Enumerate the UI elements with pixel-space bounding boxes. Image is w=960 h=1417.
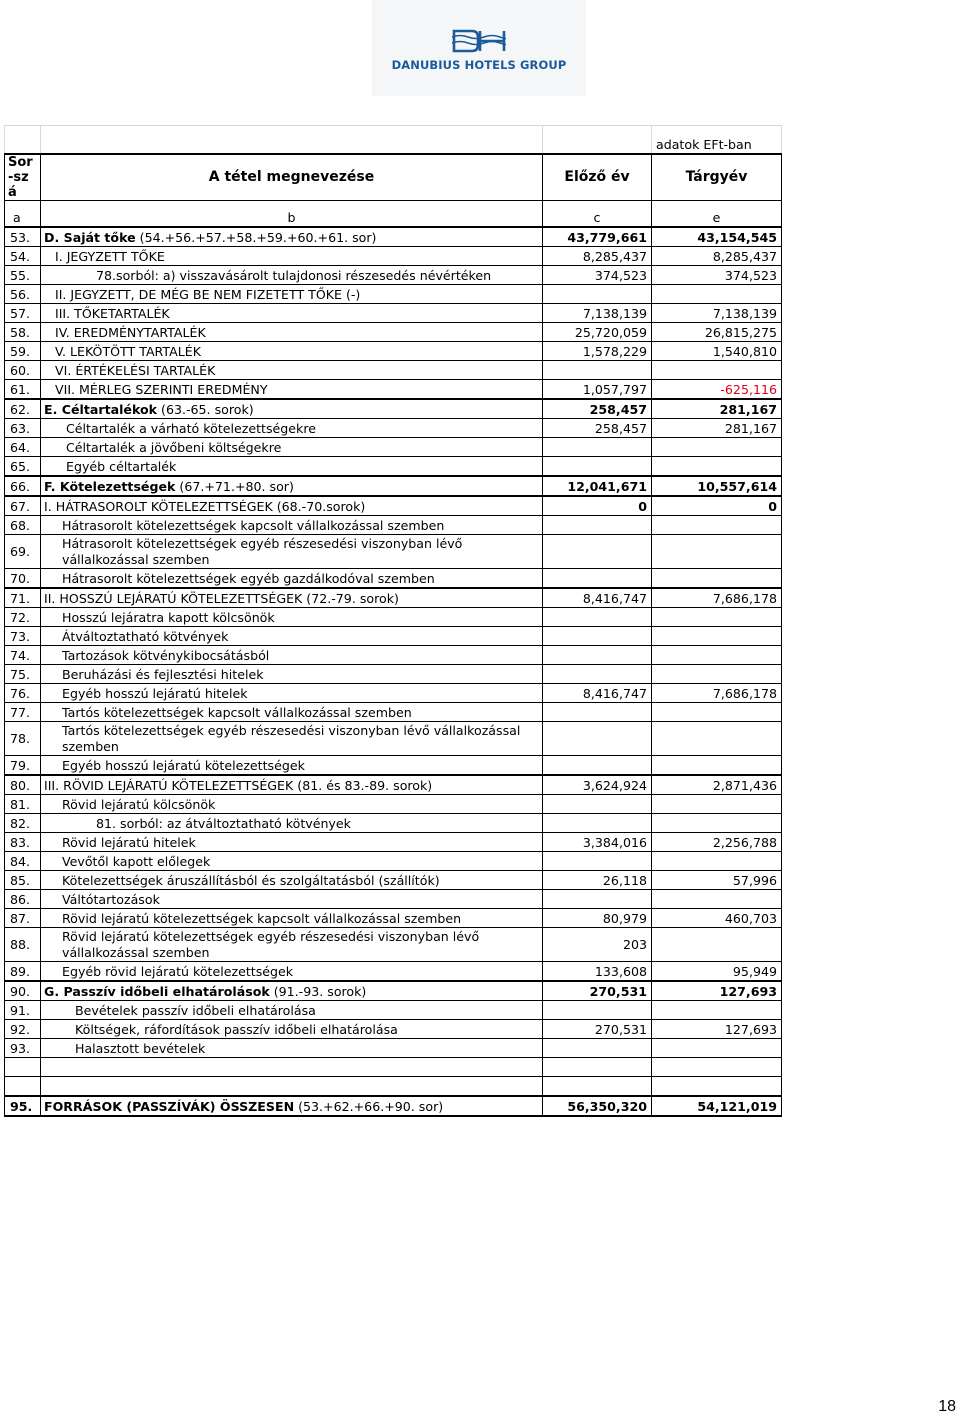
prev-year-value: 1,578,229 <box>543 342 652 361</box>
row-label: I. HÁTRASOROLT KÖTELEZETTSÉGEK (68.-70.sorok) <box>41 496 543 516</box>
table-row <box>5 323 782 342</box>
column-letter-a: a <box>5 201 41 228</box>
prev-year-value <box>543 703 652 722</box>
current-year-value <box>652 457 782 477</box>
row-label-rest: (91.-93. sorok) <box>269 983 367 999</box>
current-year-value: 26,815,275 <box>652 323 782 342</box>
column-letter-row <box>5 201 782 228</box>
row-label: Rövid lejáratú kötelezettségek egyéb részesedési viszonyban lévő vállalkozással szemben <box>41 928 543 962</box>
row-label-bold: E. Céltartalékok <box>44 401 158 417</box>
row-label <box>41 476 543 496</box>
table-row <box>5 627 782 646</box>
blank-cell <box>543 1077 652 1097</box>
row-number: 58. <box>5 323 41 342</box>
blank-cell <box>41 1077 543 1097</box>
current-year-value <box>652 646 782 665</box>
prev-year-value <box>543 569 652 589</box>
row-number: 59. <box>5 342 41 361</box>
row-label: Költségek, ráfordítások passzív időbeli elhatárolása <box>41 1020 543 1039</box>
row-label: Hosszú lejáratra kapott kölcsönök <box>41 608 543 627</box>
row-number: 75. <box>5 665 41 684</box>
prev-year-value <box>543 722 652 756</box>
row-label <box>41 981 543 1001</box>
prev-year-value <box>543 438 652 457</box>
prev-year-value <box>543 756 652 776</box>
prev-year-value: 25,720,059 <box>543 323 652 342</box>
current-year-value <box>652 438 782 457</box>
current-year-value: 7,686,178 <box>652 588 782 608</box>
balance-sheet-table <box>4 125 782 1117</box>
prev-year-value: 258,457 <box>543 399 652 419</box>
prev-year-value <box>543 535 652 569</box>
row-number: 60. <box>5 361 41 380</box>
row-number: 93. <box>5 1039 41 1058</box>
row-number: 92. <box>5 1020 41 1039</box>
row-label: Egyéb hosszú lejáratú kötelezettségek <box>41 756 543 776</box>
current-year-value <box>652 285 782 304</box>
row-label: Egyéb hosszú lejáratú hitelek <box>41 684 543 703</box>
table-row <box>5 665 782 684</box>
row-number: 63. <box>5 419 41 438</box>
current-year-value: 460,703 <box>652 909 782 928</box>
prev-year-value <box>543 1039 652 1058</box>
table-row <box>5 588 782 608</box>
row-label: Kötelezettségek áruszállításból és szolgáltatásból (szállítók) <box>41 871 543 890</box>
row-label: II. HOSSZÚ LEJÁRATÚ KÖTELEZETTSÉGEK (72.-79. sorok) <box>41 588 543 608</box>
row-number: 71. <box>5 588 41 608</box>
table-row <box>5 775 782 795</box>
total-row <box>5 1096 782 1116</box>
row-number: 69. <box>5 535 41 569</box>
row-number: 67. <box>5 496 41 516</box>
row-label: Rövid lejáratú kötelezettségek kapcsolt vállalkozással szemben <box>41 909 543 928</box>
current-year-value <box>652 1039 782 1058</box>
row-number: 55. <box>5 266 41 285</box>
current-year-value: 7,686,178 <box>652 684 782 703</box>
total-label-bold: FORRÁSOK (PASSZÍVÁK) ÖSSZESEN <box>44 1098 295 1114</box>
row-number: 77. <box>5 703 41 722</box>
table-row <box>5 814 782 833</box>
danubius-dh-logo-icon <box>452 28 506 54</box>
column-letter-b: b <box>41 201 543 228</box>
row-number: 81. <box>5 795 41 814</box>
row-number: 62. <box>5 399 41 419</box>
table-row <box>5 981 782 1001</box>
page-number: 18 <box>938 1398 956 1415</box>
row-number: 66. <box>5 476 41 496</box>
table-row <box>5 457 782 477</box>
prev-year-value: 0 <box>543 496 652 516</box>
prev-year-value <box>543 457 652 477</box>
row-number: 74. <box>5 646 41 665</box>
row-label-bold: F. Kötelezettségek <box>44 478 176 494</box>
prev-year-value <box>543 795 652 814</box>
current-year-value <box>652 569 782 589</box>
current-year-value <box>652 890 782 909</box>
current-year-value: 57,996 <box>652 871 782 890</box>
prev-year-value <box>543 608 652 627</box>
table-row <box>5 928 782 962</box>
current-year-value: 0 <box>652 496 782 516</box>
row-label: I. JEGYZETT TŐKE <box>41 247 543 266</box>
table-row <box>5 419 782 438</box>
prev-year-value: 133,608 <box>543 962 652 982</box>
current-year-value: 127,693 <box>652 981 782 1001</box>
row-number: 54. <box>5 247 41 266</box>
table-row <box>5 1020 782 1039</box>
row-number: 90. <box>5 981 41 1001</box>
row-label-rest: (67.+71.+80. sor) <box>175 478 294 494</box>
row-number: 56. <box>5 285 41 304</box>
company-logo <box>372 0 586 96</box>
row-label <box>41 399 543 419</box>
current-year-value: 2,256,788 <box>652 833 782 852</box>
prev-year-value <box>543 1001 652 1020</box>
table-row <box>5 962 782 982</box>
table-row <box>5 535 782 569</box>
current-year-value <box>652 1001 782 1020</box>
current-year-value: 1,540,810 <box>652 342 782 361</box>
row-number: 82. <box>5 814 41 833</box>
prev-year-value: 8,416,747 <box>543 684 652 703</box>
row-label: Hátrasorolt kötelezettségek egyéb gazdálkodóval szemben <box>41 569 543 589</box>
row-label: Egyéb céltartalék <box>41 457 543 477</box>
row-label: 81. sorból: az átváltoztatható kötvények <box>41 814 543 833</box>
row-label: Váltótartozások <box>41 890 543 909</box>
current-year-value <box>652 814 782 833</box>
row-label-rest: (63.-65. sorok) <box>157 401 254 417</box>
blank-cell <box>652 1077 782 1097</box>
table-row <box>5 608 782 627</box>
row-label: Céltartalék a várható kötelezettségekre <box>41 419 543 438</box>
total-label <box>41 1096 543 1116</box>
total-label-rest: (53.+62.+66.+90. sor) <box>294 1098 444 1114</box>
current-year-value: 2,871,436 <box>652 775 782 795</box>
row-number: 70. <box>5 569 41 589</box>
row-label: Tartós kötelezettségek kapcsolt vállalkozással szemben <box>41 703 543 722</box>
row-number: 83. <box>5 833 41 852</box>
current-year-value <box>652 703 782 722</box>
table-row <box>5 438 782 457</box>
row-number: 89. <box>5 962 41 982</box>
table-row <box>5 569 782 589</box>
blank-cell <box>5 1077 41 1097</box>
row-label: V. LEKÖTÖTT TARTALÉK <box>41 342 543 361</box>
table-row <box>5 247 782 266</box>
row-number: 64. <box>5 438 41 457</box>
prev-year-value: 3,624,924 <box>543 775 652 795</box>
prev-year-value <box>543 627 652 646</box>
prev-year-value <box>543 285 652 304</box>
prev-year-value: 270,531 <box>543 981 652 1001</box>
table-row <box>5 361 782 380</box>
prev-year-value: 203 <box>543 928 652 962</box>
current-year-value: 10,557,614 <box>652 476 782 496</box>
current-year-value <box>652 756 782 776</box>
row-label: Bevételek passzív időbeli elhatárolása <box>41 1001 543 1020</box>
row-label: Céltartalék a jövőbeni költségekre <box>41 438 543 457</box>
table-row <box>5 833 782 852</box>
prev-year-value: 80,979 <box>543 909 652 928</box>
prev-year-value: 7,138,139 <box>543 304 652 323</box>
table-row <box>5 380 782 400</box>
header-name: A tétel megnevezése <box>41 154 543 201</box>
prev-year-value: 3,384,016 <box>543 833 652 852</box>
header-curr: Tárgyév <box>652 154 782 201</box>
prev-year-value: 8,285,437 <box>543 247 652 266</box>
total-prev-year-value: 56,350,320 <box>543 1096 652 1116</box>
prev-year-value: 1,057,797 <box>543 380 652 400</box>
row-number: 87. <box>5 909 41 928</box>
table-row <box>5 476 782 496</box>
prev-year-value: 26,118 <box>543 871 652 890</box>
current-year-value <box>652 928 782 962</box>
header-rownum: Sor-szá <box>5 154 41 201</box>
current-year-value <box>652 627 782 646</box>
table-row <box>5 722 782 756</box>
unit-note: adatok EFt-ban <box>652 126 782 155</box>
prev-year-value: 8,416,747 <box>543 588 652 608</box>
header-row <box>5 154 782 201</box>
row-number: 78. <box>5 722 41 756</box>
current-year-value <box>652 516 782 535</box>
prev-year-value: 374,523 <box>543 266 652 285</box>
prev-year-value <box>543 665 652 684</box>
current-year-value: 8,285,437 <box>652 247 782 266</box>
column-letter-c: c <box>543 201 652 228</box>
header-prev: Előző év <box>543 154 652 201</box>
row-label-bold: G. Passzív időbeli elhatárolások <box>44 983 270 999</box>
blank-row <box>5 1058 782 1077</box>
row-label: Rövid lejáratú kölcsönök <box>41 795 543 814</box>
row-number: 84. <box>5 852 41 871</box>
blank-cell <box>41 1058 543 1077</box>
table-row <box>5 342 782 361</box>
current-year-value: 43,154,545 <box>652 227 782 247</box>
current-year-value: 7,138,139 <box>652 304 782 323</box>
table-row <box>5 646 782 665</box>
table-row <box>5 871 782 890</box>
prev-year-value <box>543 646 652 665</box>
blank-cell <box>543 1058 652 1077</box>
row-number: 85. <box>5 871 41 890</box>
current-year-value <box>652 795 782 814</box>
prev-year-value <box>543 890 652 909</box>
row-label: III. TŐKETARTALÉK <box>41 304 543 323</box>
prev-year-value: 270,531 <box>543 1020 652 1039</box>
table-row <box>5 795 782 814</box>
row-label: II. JEGYZETT, DE MÉG BE NEM FIZETETT TŐKE (-) <box>41 285 543 304</box>
table-row <box>5 516 782 535</box>
table-row <box>5 703 782 722</box>
prev-year-value <box>543 814 652 833</box>
prev-year-value <box>543 516 652 535</box>
total-row-number: 95. <box>5 1096 41 1116</box>
table-row <box>5 285 782 304</box>
current-year-value <box>652 361 782 380</box>
row-label: VI. ÉRTÉKELÉSI TARTALÉK <box>41 361 543 380</box>
unit-note-row <box>5 126 782 155</box>
row-number: 65. <box>5 457 41 477</box>
table-row <box>5 684 782 703</box>
table-row <box>5 496 782 516</box>
row-label: Rövid lejáratú hitelek <box>41 833 543 852</box>
current-year-value: 281,167 <box>652 419 782 438</box>
row-number: 76. <box>5 684 41 703</box>
prev-year-value: 43,779,661 <box>543 227 652 247</box>
row-label: Beruházási és fejlesztési hitelek <box>41 665 543 684</box>
table-row <box>5 1039 782 1058</box>
row-number: 73. <box>5 627 41 646</box>
row-label: Vevőtől kapott előlegek <box>41 852 543 871</box>
row-label <box>41 227 543 247</box>
row-label: Egyéb rövid lejáratú kötelezettségek <box>41 962 543 982</box>
total-current-year-value: 54,121,019 <box>652 1096 782 1116</box>
table-row <box>5 227 782 247</box>
table-row <box>5 304 782 323</box>
blank-cell <box>5 1058 41 1077</box>
table-row <box>5 909 782 928</box>
current-year-value <box>652 665 782 684</box>
row-number: 86. <box>5 890 41 909</box>
current-year-value <box>652 608 782 627</box>
row-label: IV. EREDMÉNYTARTALÉK <box>41 323 543 342</box>
table-row <box>5 399 782 419</box>
row-label: Hátrasorolt kötelezettségek egyéb részesedési viszonyban lévő vállalkozással szemben <box>41 535 543 569</box>
row-label: Hátrasorolt kötelezettségek kapcsolt vállalkozással szemben <box>41 516 543 535</box>
row-label: Tartozások kötvénykibocsátásból <box>41 646 543 665</box>
row-number: 80. <box>5 775 41 795</box>
prev-year-value: 258,457 <box>543 419 652 438</box>
prev-year-value <box>543 361 652 380</box>
table-row <box>5 852 782 871</box>
prev-year-value: 12,041,671 <box>543 476 652 496</box>
current-year-value <box>652 852 782 871</box>
row-number: 88. <box>5 928 41 962</box>
current-year-value: 281,167 <box>652 399 782 419</box>
blank-cell <box>652 1058 782 1077</box>
current-year-value: 95,949 <box>652 962 782 982</box>
row-label-bold: D. Saját tőke <box>44 229 136 245</box>
row-number: 68. <box>5 516 41 535</box>
blank-row <box>5 1077 782 1097</box>
current-year-value: 127,693 <box>652 1020 782 1039</box>
row-label-rest: (54.+56.+57.+58.+59.+60.+61. sor) <box>135 229 377 245</box>
row-number: 79. <box>5 756 41 776</box>
row-label: Átváltoztatható kötvények <box>41 627 543 646</box>
row-number: 57. <box>5 304 41 323</box>
row-label: 78.sorból: a) visszavásárolt tulajdonosi részesedés névértéken <box>41 266 543 285</box>
table-row <box>5 266 782 285</box>
table-row <box>5 756 782 776</box>
row-label: Halasztott bevételek <box>41 1039 543 1058</box>
table-row <box>5 1001 782 1020</box>
logo-text: DANUBIUS HOTELS GROUP <box>391 58 567 72</box>
row-number: 72. <box>5 608 41 627</box>
row-number: 61. <box>5 380 41 400</box>
prev-year-value <box>543 852 652 871</box>
current-year-value: -625,116 <box>652 380 782 400</box>
row-label: III. RÖVID LEJÁRATÚ KÖTELEZETTSÉGEK (81. és 83.-89. sorok) <box>41 775 543 795</box>
row-number: 53. <box>5 227 41 247</box>
table-row <box>5 890 782 909</box>
column-letter-e: e <box>652 201 782 228</box>
current-year-value <box>652 535 782 569</box>
row-label: VII. MÉRLEG SZERINTI EREDMÉNY <box>41 380 543 400</box>
row-label: Tartós kötelezettségek egyéb részesedési viszonyban lévő vállalkozással szemben <box>41 722 543 756</box>
current-year-value: 374,523 <box>652 266 782 285</box>
current-year-value <box>652 722 782 756</box>
row-number: 91. <box>5 1001 41 1020</box>
